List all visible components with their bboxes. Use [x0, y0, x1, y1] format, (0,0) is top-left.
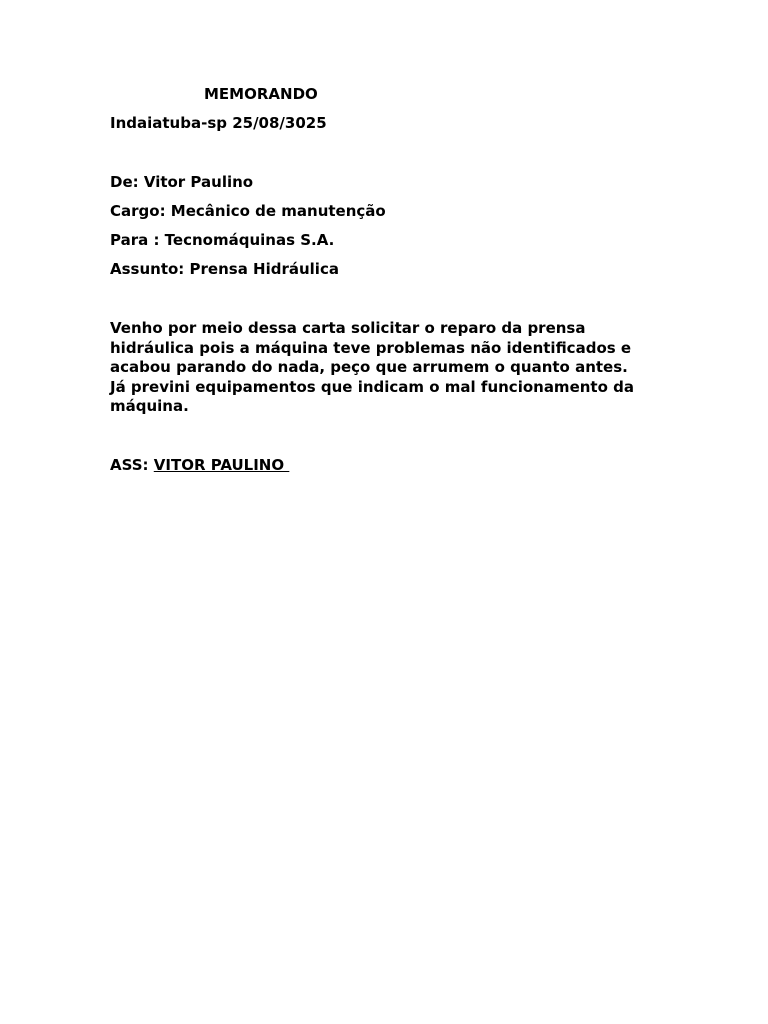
subject-line: Assunto: Prensa Hidráulica [110, 260, 339, 278]
memo-title: MEMORANDO [204, 85, 318, 103]
signature-label: ASS: [110, 456, 154, 474]
place-date-line: Indaiatuba-sp 25/08/3025 [110, 114, 327, 132]
role-line: Cargo: Mecânico de manutenção [110, 202, 386, 220]
body-line: hidráulica pois a máquina teve problemas não identificados e [110, 338, 632, 357]
body-line: Venho por meio dessa carta solicitar o reparo da prensa [110, 319, 586, 337]
body-line: Já previni equipamentos que indicam o mal funcionamento da [110, 377, 634, 396]
body-line: acabou parando do nada, peço que arrumem o quanto antes. [110, 358, 628, 376]
from-line: De: Vitor Paulino [110, 173, 254, 191]
signature-line [110, 456, 289, 475]
body-line: máquina. [110, 397, 189, 415]
to-line: Para : Tecnomáquinas S.A. [110, 231, 335, 249]
memo-body [110, 319, 670, 417]
signature-name: VITOR PAULINO [153, 456, 290, 474]
